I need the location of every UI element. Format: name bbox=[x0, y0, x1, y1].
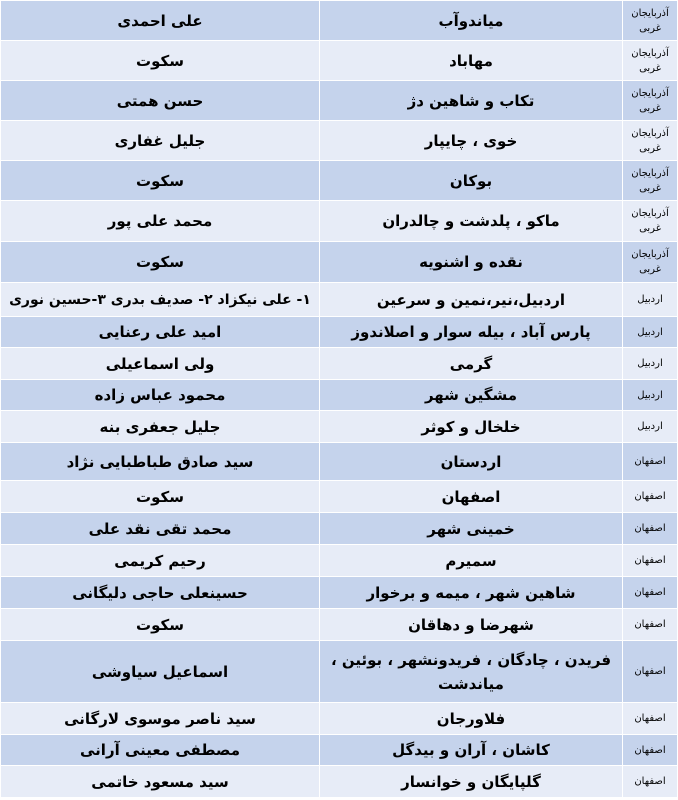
candidate-cell: محمد تقی نقد علی bbox=[1, 513, 320, 545]
province-cell: اصفهان bbox=[623, 609, 678, 641]
constituency-cell: تکاب و شاهین دژ bbox=[320, 81, 623, 121]
constituency-cell: شهرضا و دهاقان bbox=[320, 609, 623, 641]
table-row bbox=[1, 766, 678, 798]
constituency-cell: اردبیل،نیر،نمین و سرعین bbox=[320, 283, 623, 317]
province-cell: اردبیل bbox=[623, 283, 678, 317]
table-row bbox=[1, 317, 678, 348]
province-cell: اصفهان bbox=[623, 577, 678, 609]
province-cell: اردبیل bbox=[623, 380, 678, 411]
candidate-cell: ولی اسماعیلی bbox=[1, 348, 320, 380]
candidate-cell: سکوت bbox=[1, 481, 320, 513]
constituency-cell: خمینی شهر bbox=[320, 513, 623, 545]
table-row bbox=[1, 348, 678, 380]
constituency-cell: اردستان bbox=[320, 443, 623, 481]
constituency-cell: ماکو ، پلدشت و چالدران bbox=[320, 201, 623, 242]
constituency-cell: خلخال و کوثر bbox=[320, 411, 623, 443]
candidate-cell: امید علی رعنایی bbox=[1, 317, 320, 348]
table-row bbox=[1, 641, 678, 703]
table-row bbox=[1, 81, 678, 121]
candidate-cell: سکوت bbox=[1, 609, 320, 641]
candidate-cell: علی احمدی bbox=[1, 1, 320, 41]
constituency-cell: خوی ، چایپار bbox=[320, 121, 623, 161]
candidate-cell: سید صادق طباطبایی نژاد bbox=[1, 443, 320, 481]
province-cell: اردبیل bbox=[623, 348, 678, 380]
table-row bbox=[1, 609, 678, 641]
candidate-cell: محمد علی پور bbox=[1, 201, 320, 242]
province-cell: آذربایجان غربی bbox=[623, 242, 678, 283]
province-cell: اصفهان bbox=[623, 545, 678, 577]
candidate-cell: اسماعیل سیاوشی bbox=[1, 641, 320, 703]
constituency-cell: اصفهان bbox=[320, 481, 623, 513]
candidate-cell: حسن همتی bbox=[1, 81, 320, 121]
province-cell: اصفهان bbox=[623, 703, 678, 735]
province-cell: اردبیل bbox=[623, 317, 678, 348]
table-row bbox=[1, 411, 678, 443]
table-row bbox=[1, 161, 678, 201]
province-cell: اصفهان bbox=[623, 443, 678, 481]
constituency-cell: گلپایگان و خوانسار bbox=[320, 766, 623, 798]
table-row bbox=[1, 380, 678, 411]
province-cell: آذربایجان غربی bbox=[623, 1, 678, 41]
province-cell: اصفهان bbox=[623, 766, 678, 798]
table-row bbox=[1, 201, 678, 242]
table-row bbox=[1, 513, 678, 545]
results-table-body bbox=[1, 1, 678, 798]
table-row bbox=[1, 481, 678, 513]
constituency-cell: نقده و اشنویه bbox=[320, 242, 623, 283]
candidate-cell: محمود عباس زاده bbox=[1, 380, 320, 411]
province-cell: آذربایجان غربی bbox=[623, 161, 678, 201]
table-row bbox=[1, 703, 678, 735]
province-cell: اصفهان bbox=[623, 735, 678, 766]
table-row bbox=[1, 283, 678, 317]
province-cell: آذربایجان غربی bbox=[623, 81, 678, 121]
province-cell: اصفهان bbox=[623, 481, 678, 513]
candidate-cell: جلیل جعفری بنه bbox=[1, 411, 320, 443]
table-row bbox=[1, 242, 678, 283]
constituency-cell: پارس آباد ، بیله سوار و اصلاندوز bbox=[320, 317, 623, 348]
province-cell: اصفهان bbox=[623, 513, 678, 545]
constituency-cell: فریدن ، چادگان ، فریدونشهر ، بوئین ، میاندشت bbox=[320, 641, 623, 703]
constituency-cell: کاشان ، آران و بیدگل bbox=[320, 735, 623, 766]
table-row bbox=[1, 1, 678, 41]
constituency-cell: گرمی bbox=[320, 348, 623, 380]
constituency-cell: مشگین شهر bbox=[320, 380, 623, 411]
constituency-cell: فلاورجان bbox=[320, 703, 623, 735]
province-cell: آذربایجان غربی bbox=[623, 201, 678, 242]
table-row bbox=[1, 735, 678, 766]
candidate-cell: سکوت bbox=[1, 161, 320, 201]
constituency-cell: مهاباد bbox=[320, 41, 623, 81]
candidate-cell: سکوت bbox=[1, 41, 320, 81]
table-row bbox=[1, 121, 678, 161]
constituency-cell: سمیرم bbox=[320, 545, 623, 577]
constituency-cell: شاهین شهر ، میمه و برخوار bbox=[320, 577, 623, 609]
province-cell: اردبیل bbox=[623, 411, 678, 443]
table-row bbox=[1, 41, 678, 81]
candidate-cell: سید مسعود خاتمی bbox=[1, 766, 320, 798]
candidate-cell: رحیم کریمی bbox=[1, 545, 320, 577]
table-row bbox=[1, 545, 678, 577]
candidate-cell: حسینعلی حاجی دلیگانی bbox=[1, 577, 320, 609]
table-row bbox=[1, 443, 678, 481]
candidate-cell: ۱- علی نیکزاد ۲- صدیف بدری ۳-حسین نوری bbox=[1, 283, 320, 317]
candidate-cell: سکوت bbox=[1, 242, 320, 283]
candidate-cell: جلیل غفاری bbox=[1, 121, 320, 161]
constituency-cell: بوکان bbox=[320, 161, 623, 201]
province-cell: اصفهان bbox=[623, 641, 678, 703]
province-cell: آذربایجان غربی bbox=[623, 41, 678, 81]
province-cell: آذربایجان غربی bbox=[623, 121, 678, 161]
constituency-cell: میاندوآب bbox=[320, 1, 623, 41]
candidate-cell: سید ناصر موسوی لارگانی bbox=[1, 703, 320, 735]
candidate-cell: مصطفی معینی آرانی bbox=[1, 735, 320, 766]
table-row bbox=[1, 577, 678, 609]
